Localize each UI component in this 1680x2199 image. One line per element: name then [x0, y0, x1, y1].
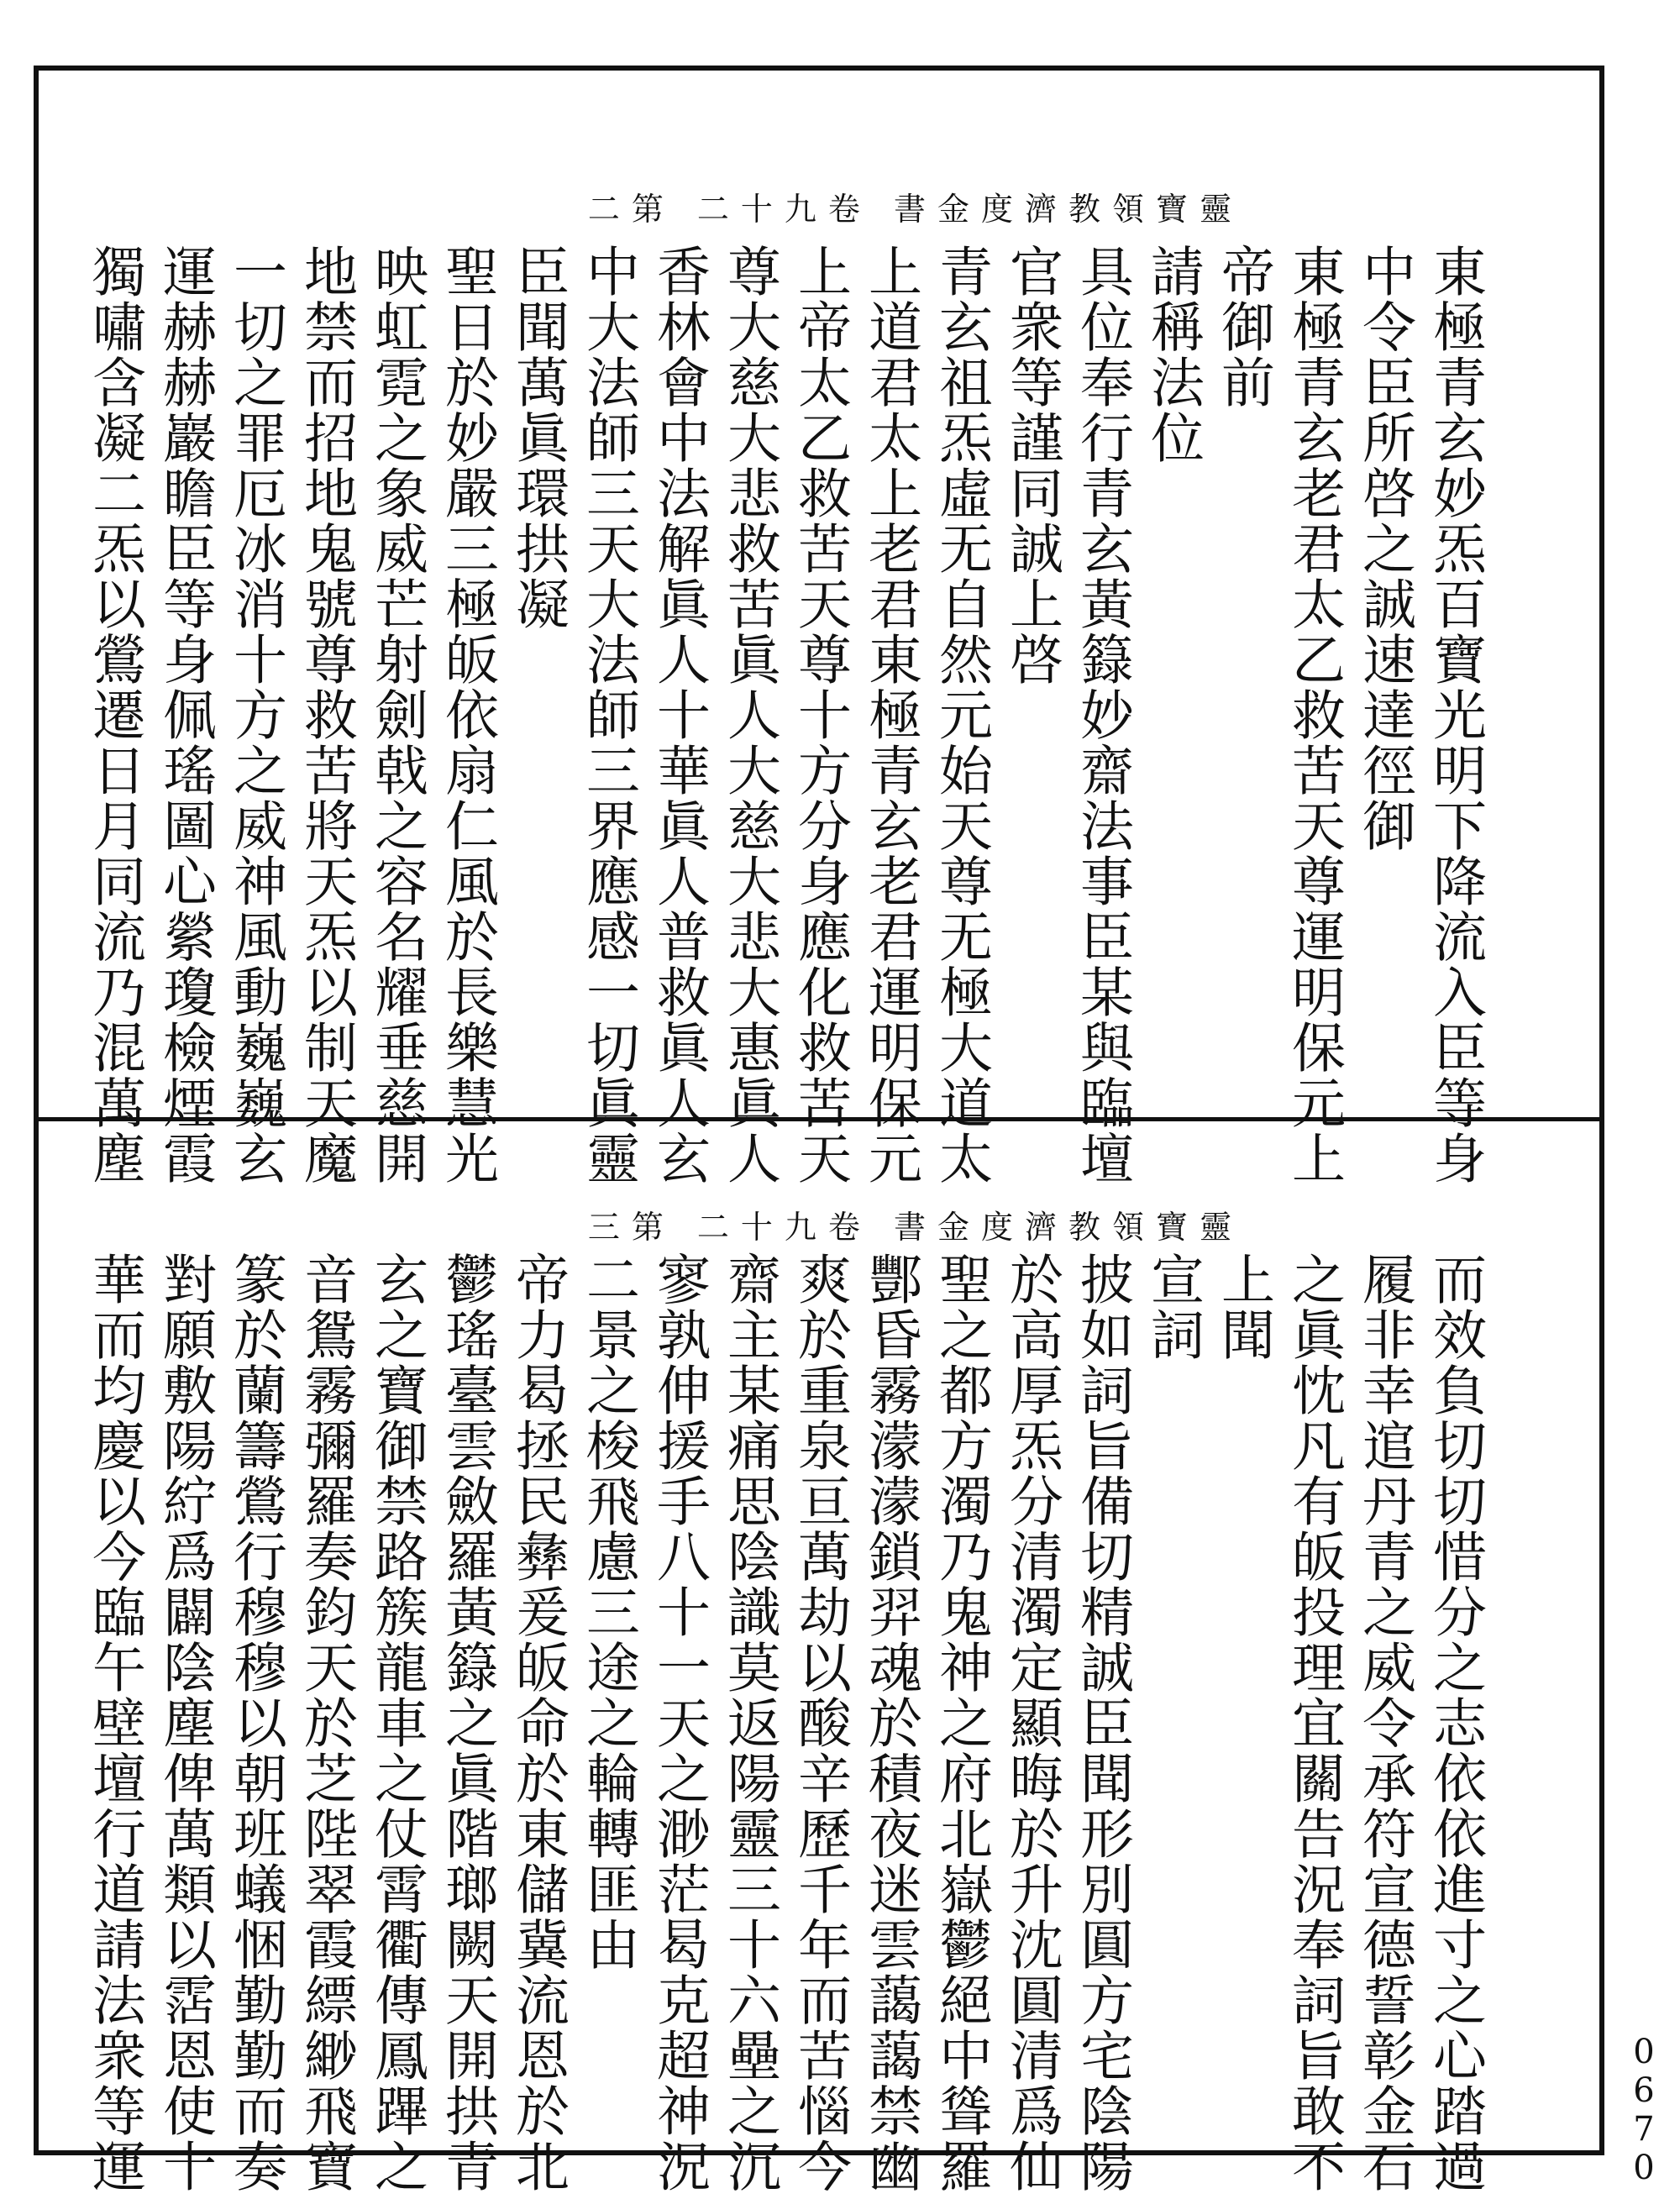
lower-column: 履非幸逭丹青之威令承符宣德誓彰金石 — [1353, 1252, 1415, 2194]
upper-column: 香林會中法解眞人十華眞人普救眞人玄 — [648, 244, 710, 1186]
lower-column: 音鴛霧彌羅奏鈞天於芝陛翠霞縹緲飛寶 — [295, 1252, 357, 2194]
lower-column: 鬱瑤臺雲斂羅黃籙之眞階瑯闕天開拱青 — [436, 1252, 498, 2194]
lower-column: 宣詞 — [1142, 1252, 1204, 1362]
lower-column: 帝力曷拯民彝爰皈命於東儲冀流恩於北 — [507, 1252, 569, 2194]
upper-column: 地禁而招地鬼號尊救苦將天炁以制天魔 — [295, 244, 357, 1186]
lower-column: 玄之寶御禁路簇龍車之仗霄衢傳鳳蹕之 — [365, 1252, 428, 2194]
lower-column: 華而均慶以今臨午壁壇行道請法衆等運 — [83, 1252, 145, 2194]
page-number: 0670 — [1625, 2033, 1663, 2187]
upper-column: 帝御前 — [1212, 244, 1274, 410]
upper-column: 上帝太乙救苦天尊十方分身應化救苦天 — [789, 244, 851, 1186]
lower-column: 聖之都方濁乃鬼神之府北嶽鬱絕中聳羅 — [930, 1252, 992, 2194]
upper-column: 一切之罪厄冰消十方之威神風動巍巍玄 — [224, 244, 286, 1186]
upper-column: 中令臣所啓之誠速達徑御 — [1353, 244, 1415, 853]
lower-column: 上聞 — [1212, 1252, 1274, 1362]
upper-column: 中大法師三天大法師三界應感一切眞靈 — [577, 244, 639, 1186]
upper-column: 臣聞萬眞環拱凝 — [507, 244, 569, 632]
lower-column: 酆昏霧濛濛鎖羿魂於積夜迷雲藹藹禁幽 — [859, 1252, 921, 2194]
upper-column: 聖日於妙嚴三極皈依扇仁風於長樂慧光 — [436, 244, 498, 1186]
lower-column: 爽於重泉亘萬劫以酸辛歷千年而苦惱今 — [789, 1252, 851, 2194]
running-head-lower: 靈寶領教濟度金書 卷九十二 第三 — [587, 1209, 1243, 1246]
lower-column: 齋主某痛思陰識莫返陽靈三十六壘之沉 — [718, 1252, 780, 2194]
upper-column: 東極青玄老君太乙救苦天尊運明保元上 — [1283, 244, 1345, 1186]
upper-column: 獨嘯含凝二炁以鶯遷日月同流乃混萬塵 — [83, 244, 145, 1186]
upper-column: 映虹霓之象威芒射劍戟之容名耀垂慈開 — [365, 244, 428, 1186]
upper-column: 運赫赫巖瞻臣等身佩瑤圖心縈瓊檢煙霞 — [154, 244, 216, 1186]
lower-column: 篆於蘭籌鶯行穆穆以朝班蟻悃勤勤而奏 — [224, 1252, 286, 2194]
upper-column: 具位奉行青玄黃籙妙齋法事臣某與臨壇 — [1071, 244, 1133, 1186]
upper-column: 青玄祖炁虛无自然元始天尊无極大道太 — [930, 244, 992, 1186]
upper-column: 東極青玄妙炁百寶光明下降流入臣等身 — [1424, 244, 1486, 1186]
lower-column: 之眞忱凡有皈投理宜關告況奉詞旨敢不 — [1283, 1252, 1345, 2194]
lower-column: 而效負切切惜分之志依依進寸之心踏過 — [1424, 1252, 1486, 2194]
lower-column: 披如詞旨備切精誠臣聞形別圓方宅陰陽 — [1071, 1252, 1133, 2194]
lower-column: 於高厚炁分清濁定顯晦於升沈圓清爲仙 — [1000, 1252, 1063, 2194]
upper-column: 上道君太上老君東極青玄老君運明保元 — [859, 244, 921, 1186]
lower-column: 寥孰伸援手八十一天之渺茫曷克超神況 — [648, 1252, 710, 2194]
lower-column: 對願敷陽紵爲闢陰塵俾萬類以霑恩使十 — [154, 1252, 216, 2194]
running-head-upper: 靈寶領教濟度金書 卷九十二 第二 — [587, 191, 1243, 228]
upper-column: 請稱法位 — [1142, 244, 1204, 465]
upper-column: 尊大慈大悲救苦眞人大慈大悲大惠眞人 — [718, 244, 780, 1186]
upper-column: 官衆等謹同誠上啓 — [1000, 244, 1063, 687]
lower-column: 二景之梭飛慮三途之輪轉匪由 — [577, 1252, 639, 1972]
